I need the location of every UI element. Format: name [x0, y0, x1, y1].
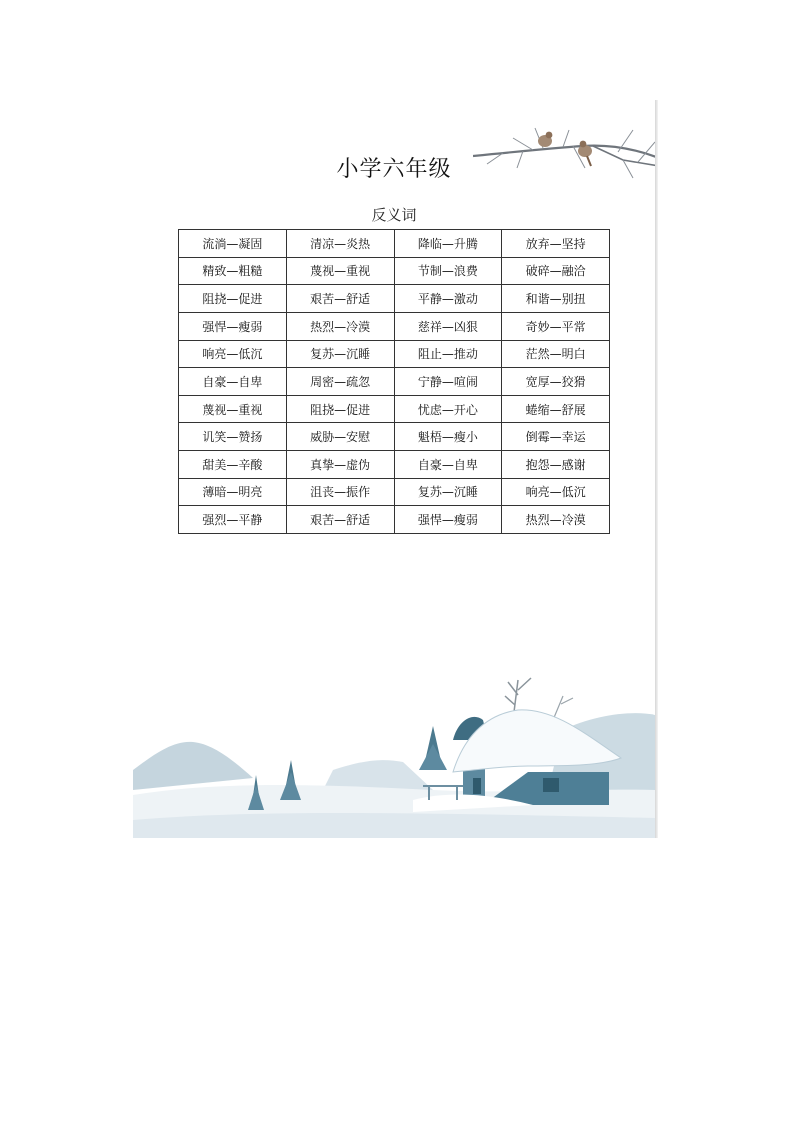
antonym-cell: 自豪—自卑 [394, 451, 502, 479]
antonym-cell: 蔑视—重视 [286, 257, 394, 285]
antonym-cell: 蜷缩—舒展 [502, 395, 610, 423]
antonym-cell: 阻止—推动 [394, 340, 502, 368]
antonym-cell: 艰苦—舒适 [286, 285, 394, 313]
table-row [179, 312, 610, 340]
antonym-cell: 平静—激动 [394, 285, 502, 313]
antonym-cell: 强悍—瘦弱 [394, 506, 502, 534]
antonym-table-body [179, 230, 610, 534]
page-shadow [655, 100, 658, 838]
antonym-cell: 响亮—低沉 [179, 340, 287, 368]
antonym-cell: 阻挠—促进 [286, 395, 394, 423]
antonym-cell: 讥笑—赞扬 [179, 423, 287, 451]
antonym-cell: 复苏—沉睡 [394, 478, 502, 506]
antonym-cell: 复苏—沉睡 [286, 340, 394, 368]
section-subtitle: 反义词 [371, 206, 417, 224]
antonym-cell: 和谐—别扭 [502, 285, 610, 313]
antonym-cell: 强烈—平静 [179, 506, 287, 534]
antonym-cell: 薄暗—明亮 [179, 478, 287, 506]
antonym-cell: 响亮—低沉 [502, 478, 610, 506]
antonym-cell: 破碎—融洽 [502, 257, 610, 285]
table-row [179, 340, 610, 368]
table-row [179, 285, 610, 313]
antonym-cell: 魁梧—瘦小 [394, 423, 502, 451]
snowy-cottage-landscape-illustration [133, 660, 655, 838]
table-row [179, 368, 610, 396]
antonym-cell: 忧虑—开心 [394, 395, 502, 423]
antonym-cell: 强悍—瘦弱 [179, 312, 287, 340]
antonym-cell: 清凉—炎热 [286, 230, 394, 258]
antonym-cell: 抱怨—感谢 [502, 451, 610, 479]
table-row [179, 423, 610, 451]
antonym-cell: 流淌—凝固 [179, 230, 287, 258]
antonym-cell: 热烈—冷漠 [286, 312, 394, 340]
antonym-cell: 宽厚—狡猾 [502, 368, 610, 396]
antonym-cell: 甜美—辛酸 [179, 451, 287, 479]
antonym-cell: 蔑视—重视 [179, 395, 287, 423]
antonym-cell: 降临—升腾 [394, 230, 502, 258]
antonym-cell: 真挚—虚伪 [286, 451, 394, 479]
table-row [179, 257, 610, 285]
page-title: 小学六年级 [336, 157, 452, 182]
antonym-cell: 奇妙—平常 [502, 312, 610, 340]
antonym-cell: 阻挠—促进 [179, 285, 287, 313]
document-page [133, 100, 655, 838]
antonym-cell: 热烈—冷漠 [502, 506, 610, 534]
antonym-cell: 倒霉—幸运 [502, 423, 610, 451]
antonym-cell: 慈祥—凶狠 [394, 312, 502, 340]
antonym-table [178, 229, 610, 534]
table-row [179, 478, 610, 506]
antonym-cell: 节制—浪费 [394, 257, 502, 285]
table-row [179, 506, 610, 534]
table-row [179, 395, 610, 423]
antonym-cell: 放弃—坚持 [502, 230, 610, 258]
antonym-cell: 艰苦—舒适 [286, 506, 394, 534]
antonym-cell: 宁静—喧闹 [394, 368, 502, 396]
antonym-cell: 威胁—安慰 [286, 423, 394, 451]
antonym-cell: 沮丧—振作 [286, 478, 394, 506]
antonym-cell: 自豪—自卑 [179, 368, 287, 396]
antonym-cell: 茫然—明白 [502, 340, 610, 368]
antonym-cell: 周密—疏忽 [286, 368, 394, 396]
table-row [179, 451, 610, 479]
antonym-cell: 精致—粗糙 [179, 257, 287, 285]
table-row [179, 230, 610, 258]
